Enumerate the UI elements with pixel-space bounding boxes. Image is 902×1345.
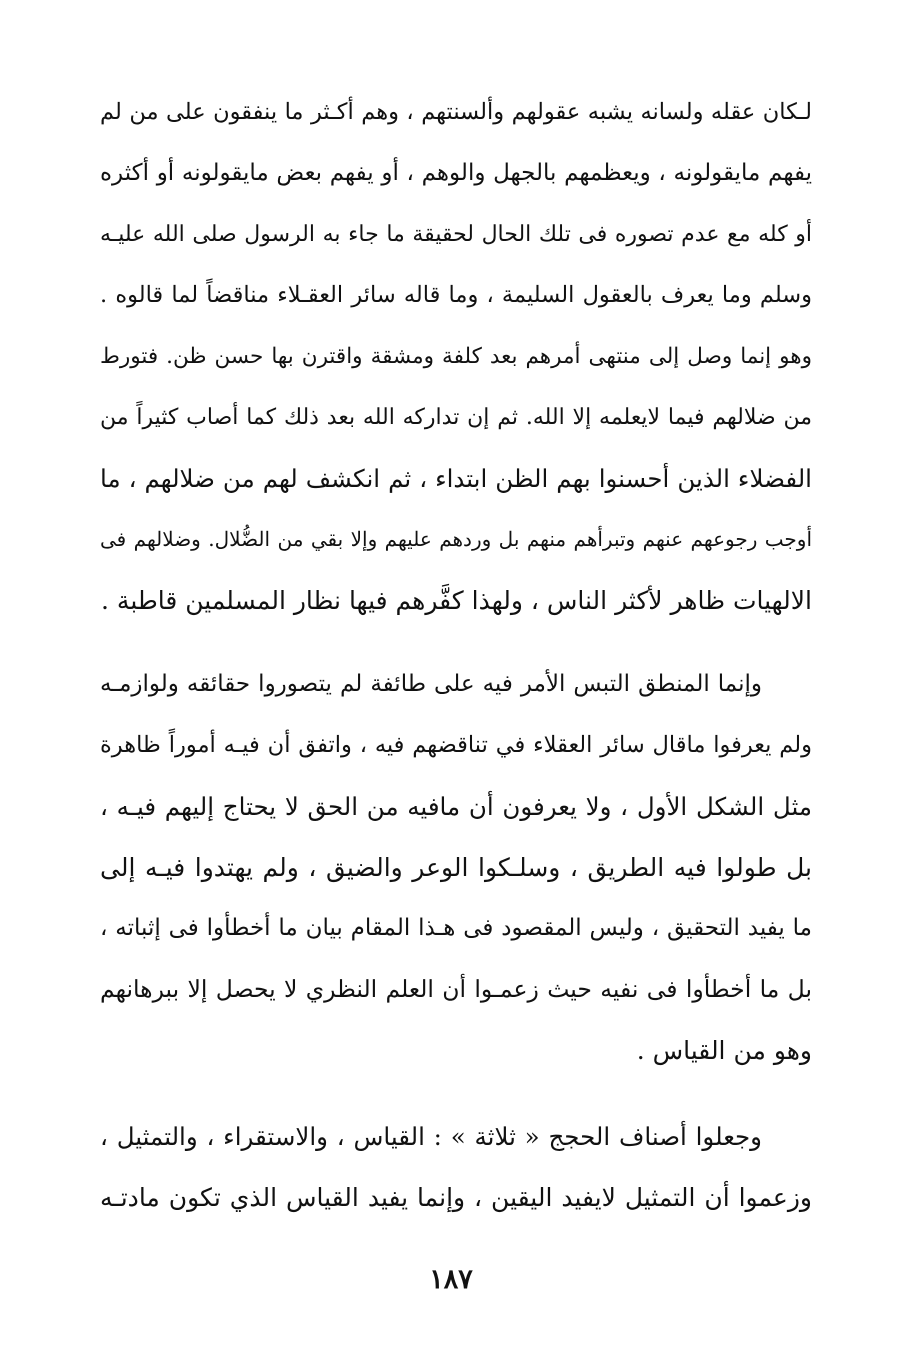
text-line: وسلم وما يعرف بالعقول السليمة ، وما قاله سائر العقـلاء مناقضاً لما قالوه . [100, 282, 812, 308]
paragraph-1 [100, 82, 812, 631]
text-line: وجعلوا أصناف الحجج « ثلاثة » : القياس ، والاستقراء ، والتمثيل ، [100, 1122, 762, 1151]
paragraph-3 [100, 1106, 812, 1228]
text-line: بل ما أخطأوا فى نفيه حيث زعمـوا أن العلم النظري لا يحصل إلا ببرهانهم [100, 975, 812, 1003]
text-line: ما يفيد التحقيق ، وليس المقصود فى هـذا المقام بيان ما أخطأوا فى إثباته ، [100, 915, 812, 941]
text-line: وزعموا أن التمثيل لايفيد اليقين ، وإنما يفيد القياس الذي تكون مادتـه [100, 1183, 812, 1212]
text-line: وهو من القياس . [636, 1036, 812, 1065]
text-line: وإنما المنطق التبس الأمر فيه على طائفة لم يتصوروا حقائقه ولوازمـه [100, 671, 762, 697]
text-line: بل طولوا فيه الطريق ، وسلـكوا الوعر والضيق ، ولم يهتدوا فيـه إلى [100, 853, 812, 882]
text-line: الالهيات ظاهر لأكثر الناس ، ولهذا كفَّرهم فيها نظار المسلمين قاطبة . [101, 586, 812, 615]
text-line: أو كله مع عدم تصوره فى تلك الحال لحقيقة ما جاء به الرسول صلى الله عليـه [100, 222, 812, 247]
text-line: أوجب رجوعهم عنهم وتبرأهم منهم بل وردهم عليهم وإلا بقي من الضُّلال. وضلالهم فى [100, 527, 812, 551]
text-line: مثل الشكل الأول ، ولا يعرفون أن مافيه من الحق لا يحتاج إليهم فيـه ، [100, 792, 812, 821]
text-line: ولم يعرفوا ماقال سائر العقلاء في تناقضهم فيه ، واتفق أن فيـه أموراً ظاهرة [100, 732, 812, 758]
text-line: يفهم مايقولونه ، ويعظمهم بالجهل والوهم ، أو يفهم بعض مايقولونه أو أكثره [100, 160, 812, 186]
text-line: من ضلالهم فيما لايعلمه إلا الله. ثم إن تداركه الله بعد ذلك كما أصاب كثيراً من [100, 405, 812, 430]
text-line: الفضلاء الذين أحسنوا بهم الظن ابتداء ، ثم انكشف لهم من ضلالهم ، ما [100, 464, 812, 493]
text-line: وهو إنما وصل إلى منتهى أمرهم بعد كلفة ومشقة واقترن بها حسن ظن. فتورط [100, 344, 812, 369]
text-line: لـكان عقله ولسانه يشبه عقولهم وألسنتهم ، وهم أكـثر ما ينفقون على من لم [100, 99, 812, 125]
paragraph-2 [100, 654, 812, 1081]
page-number: ١٨٧ [429, 1264, 473, 1295]
